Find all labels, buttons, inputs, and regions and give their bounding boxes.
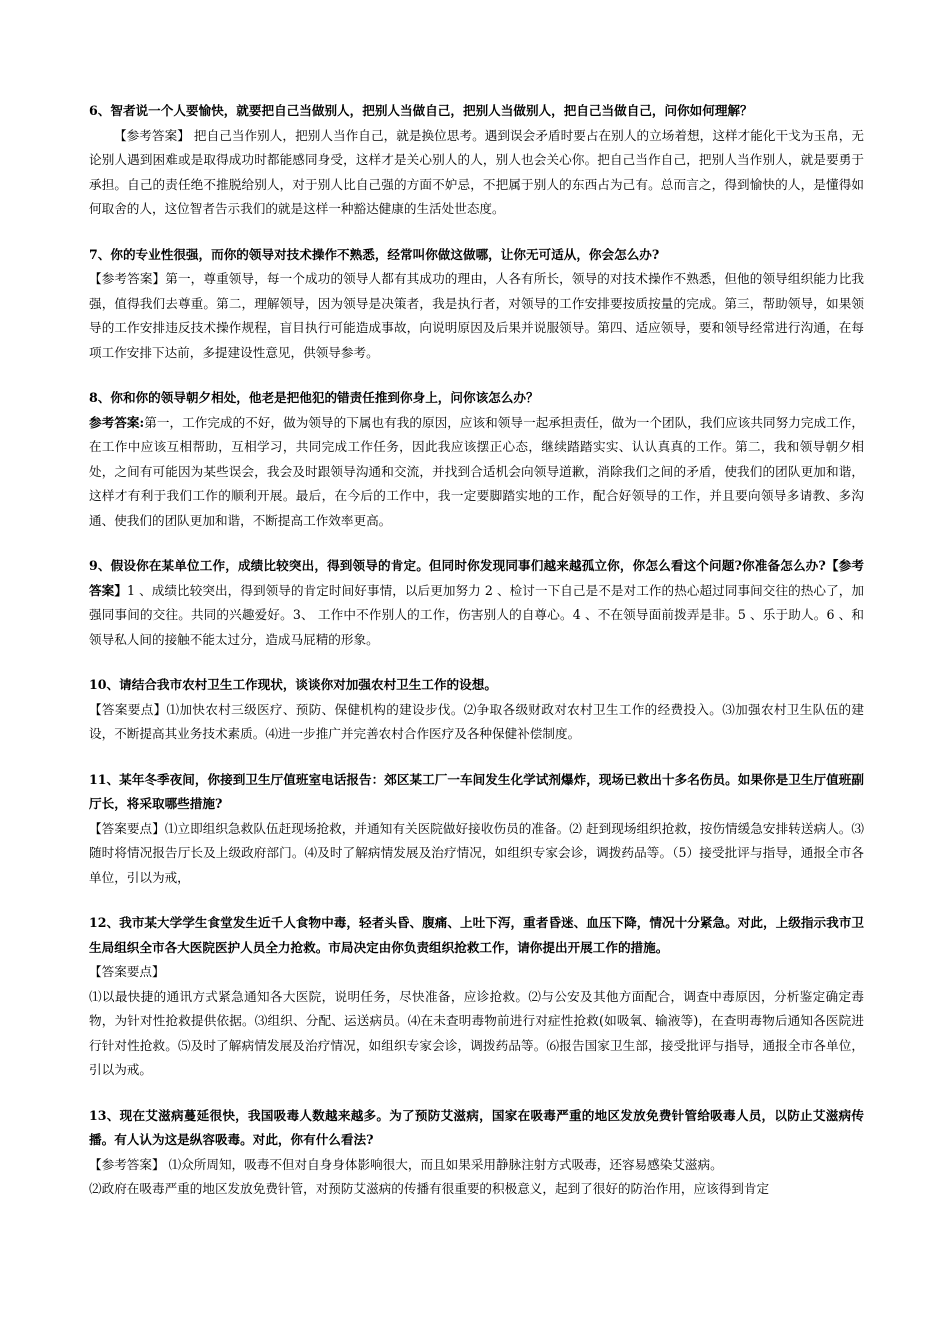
question-title: 8、你和你的领导朝夕相处，他老是把他犯的错责任推到你身上，问你该怎么办？ [89, 390, 539, 405]
answer-text: 把自己当作别人，把别人当作自己，就是换位思考。遇到误会矛盾时要占在别人的立场着想，这样才能化干戈为玉帛，无论别人遇到困难或是取得成功时都能感同身受，这样才是关心别人的人，别人也会关心你。把自己当作自己，把别人当作别人，就是要勇于承担。自己的责任绝不推脱给别人，对于别人比自己强的方面不妒忌，不把属于别人的东西占为己有。总而言之，得到愉快的人，是懂得如何取舍的人，这位智者告示我们的就是这样一种豁达健康的生活处世态度。 [89, 127, 864, 216]
answer-paragraph [89, 554, 864, 652]
answer-label: 【参考答案】 [89, 1156, 165, 1172]
answer-paragraph [89, 124, 864, 222]
question-title: 11、某年冬季夜间，你接到卫生厅值班室电话报告：郊区某工厂一车间发生化学试剂爆炸，现场已救出十多名伤员。如果你是卫生厅值班副厅长，将采取哪些措施? [89, 771, 864, 811]
question-8 [89, 386, 864, 533]
answer-paragraph [89, 411, 864, 534]
answer-text-continued: ⑵政府在吸毒严重的地区发放免费针管，对预防艾滋病的传播有很重要的积极意义，起到了很好的防治作用，应该得到肯定 [89, 1181, 770, 1196]
document-page [89, 99, 864, 1223]
answer-label: 参考答案: [89, 414, 145, 430]
question-title: 10、请结合我市农村卫生工作现状，谈谈你对加强农村卫生工作的设想。 [89, 677, 497, 692]
answer-label: 【参考答案】 [114, 127, 190, 143]
answer-text: 第一，尊重领导，每一个成功的领导人都有其成功的理由，人各有所长，领导的对技术操作不熟悉，但他的领导组织能力比我强，值得我们去尊重。第二，理解领导，因为领导是决策者，我是执行者，对领导的工作安排要按质按量的完成。第三，帮助领导，如果领导的工作安排违反技术操作规程，盲目执行可能造成事故，向说明原因及后果并说服领导。第四、适应领导，要和领导经常进行沟通，在每项工作安排下达前，多提建设性意见，供领导参考。 [89, 271, 865, 360]
answer-text: ⑴立即组织急救队伍赶现场抢救，并通知有关医院做好接收伤员的准备。⑵ 赶到现场组织抢救，按伤情缓急安排转送病人。⑶随时将情况报告厅长及上级政府部门。⑷及时了解病情发展及治疗情况，如组织专家会诊，调拨药品等。（5）接受批评与指导，通报全市各单位，引以为戒， [89, 820, 864, 885]
answer-text: ⑴以最快捷的通讯方式紧急通知各大医院，说明任务，尽快准备，应诊抢救。⑵与公安及其他方面配合，调查中毒原因，分析鉴定确定毒物，为针对性抢救提供依据。⑶组织、分配、运送病员。⑷在未查明毒物前进行对症性抢救(如吸氧、输液等)，在查明毒物后通知各医院进行针对性抢救。⑸及时了解病情发展及治疗情况，如组织专家会诊，调拨药品等。⑹报告国家卫生部，接受批评与指导，通报全市各单位，引以为戒。 [89, 988, 864, 1077]
question-title: 9、假设你在某单位工作，成绩比较突出，得到领导的肯定。但同时你发现同事们越来越孤立你，你怎么看这个问题?你准备怎么办? [89, 558, 826, 573]
answer-paragraph [89, 698, 864, 747]
answer-text: ⑴众所周知，吸毒不但对自身身体影响很大，而且如果采用静脉注射方式吸毒，还容易感染艾滋病。 [164, 1156, 723, 1172]
answer-label: 【参考答案】 [89, 558, 864, 598]
answer-label: 【答案要点】 [89, 964, 165, 979]
answer-paragraph [89, 267, 864, 365]
question-12 [89, 911, 864, 1083]
answer-paragraph [89, 817, 864, 891]
question-title: 7、你的专业性很强，而你的领导对技术操作不熟悉，经常叫你做这做哪，让你无可适从，你会怎么办? [89, 246, 660, 262]
answer-label: 【答案要点】 [89, 820, 165, 836]
answer-text: 1 、成绩比较突出，得到领导的肯定时间好事情，以后更加努力 2 、检讨一下自己是不是对工作的热心超过同事间交往的热心了，加强同事间的交往。共同的兴趣爱好。3、 工作中不作别人的工作，伤害别人的自尊心。4 、不在领导面前拨弄是非。5 、乐于助人。6 、和领导私人间的接触不能太过分，造成马屁精的形象。 [89, 582, 864, 647]
question-10 [89, 673, 864, 747]
question-13 [89, 1104, 864, 1202]
answer-label: 【答案要点】 [89, 701, 167, 717]
question-title: 6、智者说一个人要愉快，就要把自己当做别人，把别人当做自己，把别人当做别人，把自己当做自己，问你如何理解？ [89, 103, 753, 118]
question-title: 12、我市某大学学生食堂发生近千人食物中毒，轻者头昏、腹痛、上吐下泻，重者昏迷、血压下降，情况十分紧急。对此，上级指示我市卫生局组织全市各大医院医护人员全力抢救。市局决定由你负责组织抢救工作，请你提出开展工作的措施。 [89, 915, 864, 955]
question-6 [89, 99, 864, 222]
answer-paragraph [89, 1153, 864, 1178]
question-9 [89, 554, 864, 652]
answer-text: 第一，工作完成的不好，做为领导的下属也有我的原因，应该和领导一起承担责任，做为一个团队，我们应该共同努力完成工作，在工作中应该互相帮助，互相学习，共同完成工作任务，因此我应该摆正心态，继续踏踏实实、认认真真的工作。第二，我和领导朝夕相处，之间有可能因为某些误会，我会及时跟领导沟通和交流，并找到合适机会向领导道歉，消除我们之间的矛盾，使我们的团队更加和谐，这样才有利于我们工作的顺利开展。最后，在今后的工作中，我一定要脚踏实地的工作，配合好领导的工作，并且要向领导多请教、多沟通、使我们的团队更加和谐，不断提高工作效率更高。 [89, 414, 865, 528]
answer-text: ⑴加快农村三级医疗、预防、保健机构的建设步伐。⑵争取各级财政对农村卫生工作的经费投入。⑶加强农村卫生队伍的建设，不断提高其业务技术素质。⑷进一步推广并完善农村合作医疗及各种保健补偿制度。 [89, 701, 865, 741]
question-11 [89, 768, 864, 891]
answer-label: 【参考答案】 [89, 271, 166, 286]
question-7 [89, 243, 864, 366]
question-title: 13、现在艾滋病蔓延很快，我国吸毒人数越来越多。为了预防艾滋病，国家在吸毒严重的地区发放免费针管给吸毒人员，以防止艾滋病传播。有人认为这是纵容吸毒。对此，你有什么看法? [89, 1107, 864, 1147]
